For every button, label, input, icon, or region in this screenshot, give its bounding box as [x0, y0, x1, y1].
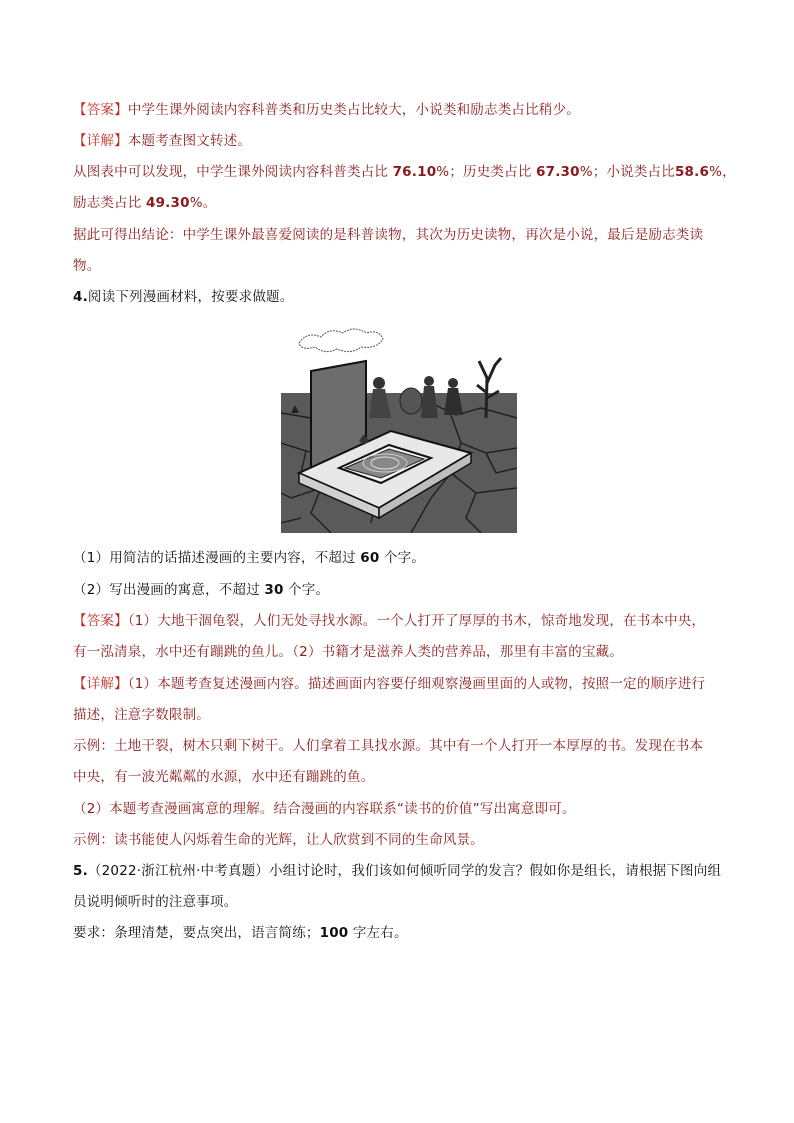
requirement-text: 要求：条理清楚，要点突出，语言简练；: [73, 925, 320, 941]
requirement-line: [73, 923, 733, 943]
detail-tag: 【详解】: [73, 676, 128, 692]
answer-text: （1）大地干涸龟裂，人们无处寻找水源。一个人打开了厚厚的书木，惊奇地发现，在书本中央，: [127, 613, 706, 629]
sub-question-2: [73, 580, 733, 600]
example-2-line: 示例：读书能使人闪烁着生命的光辉，让人欣赏到不同的生命风景。: [73, 832, 484, 848]
stats-text: %；小说类占比: [579, 164, 675, 180]
stat-value: 67.30: [536, 164, 580, 180]
stat-value: 49.30: [146, 195, 190, 211]
answer-text: 中学生课外阅读内容科普类和历史类占比较大，小说类和励志类占比稍少。: [127, 102, 580, 118]
answer-line: [73, 100, 733, 120]
question-text: 小组讨论时，我们该如何倾听同学的发言？假如你是组长，请根据下图向组: [269, 863, 722, 879]
detail-text: （1）本题考查复述漫画内容。描述画面内容要仔细观察漫画里面的人或物，按照一定的顺序进行: [127, 676, 706, 692]
question-number: 5.: [73, 863, 88, 879]
question-text: 阅读下列漫画材料，按要求做题。: [87, 289, 294, 305]
question-5: [73, 861, 733, 881]
requirement-text: 字左右。: [348, 925, 408, 941]
question-number: 4.: [73, 289, 88, 305]
stats-line-1: [73, 162, 736, 182]
answer-tag: 【答案】: [73, 613, 128, 629]
detail-2-line: （2）本题考查漫画寓意的理解。结合漫画的内容联系“读书的价值”写出寓意即可。: [73, 801, 576, 817]
answer-tag: 【答案】: [73, 102, 128, 118]
cloud-drawing: [299, 329, 383, 352]
sub-question-text: （1）用简洁的话描述漫画的主要内容，不超过: [73, 550, 361, 566]
question-5-cont: 员说明倾听时的注意事项。: [73, 894, 238, 910]
word-count: 100: [319, 925, 349, 941]
detail-line-q4-cont: 描述，注意字数限制。: [73, 707, 210, 723]
detail-text: 本题考查图文转述。: [127, 133, 252, 149]
sub-question-1: [73, 548, 733, 568]
stats-text: %。: [189, 195, 217, 211]
answer-line-q4: [73, 611, 733, 631]
answer-line-q4-cont: 有一泓清泉，水中还有蹦跳的鱼儿。（2）书籍才是滋养人类的营养品，那里有丰富的宝藏。: [73, 644, 624, 660]
detail-line: [73, 131, 733, 151]
stats-text: %，: [709, 164, 736, 180]
comic-illustration: [281, 323, 517, 533]
question-source: （2022·浙江杭州·中考真题）: [87, 863, 270, 879]
detail-line-q4: [73, 674, 733, 694]
conclusion-line-1: 据此可得出结论：中学生课外最喜爱阅读的是科普读物，其次为历史读物，再次是小说，最后是励志类读: [73, 227, 704, 243]
sub-question-text: （2）写出漫画的寓意，不超过: [73, 582, 265, 598]
stats-text: 从图表中可以发现，中学生课外阅读内容科普类占比: [73, 164, 393, 180]
conclusion-line-2: 物。: [73, 258, 101, 274]
word-limit: 60: [360, 550, 380, 566]
stat-value: 76.10: [392, 164, 437, 180]
question-4: [73, 287, 733, 307]
stat-value: 58.6: [674, 164, 710, 180]
comic-image: [281, 323, 517, 533]
stats-text: %；历史类占比: [436, 164, 537, 180]
stats-line-2: [73, 193, 733, 213]
example-1-line-2: 中央，有一波光粼粼的水源，水中还有蹦跳的鱼。: [73, 769, 375, 785]
word-limit: 30: [264, 582, 284, 598]
sub-question-text: 个字。: [379, 550, 426, 566]
detail-tag: 【详解】: [73, 133, 128, 149]
sub-question-text: 个字。: [283, 582, 330, 598]
example-1-line-1: 示例：土地干裂，树木只剩下树干。人们拿着工具找水源。其中有一个人打开一本厚厚的书。发现在书本: [73, 738, 704, 754]
stats-text: 励志类占比: [73, 195, 146, 211]
